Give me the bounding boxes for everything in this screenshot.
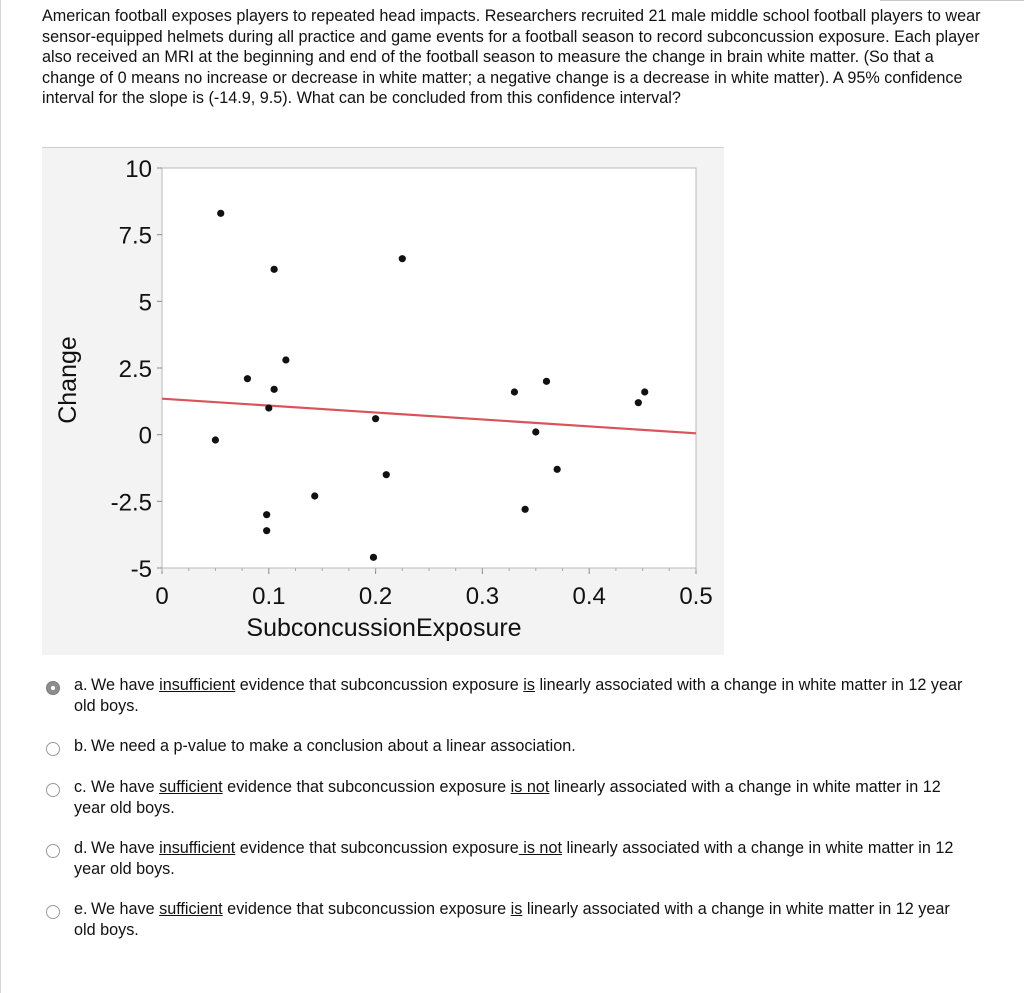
x-tick-label: 0.3 (465, 583, 500, 610)
radio-button-a[interactable] (46, 681, 60, 695)
data-point (271, 266, 278, 273)
scatter-chart-svg (42, 148, 724, 655)
data-point (263, 511, 270, 518)
radio-button-d[interactable] (46, 844, 60, 858)
radio-button-b[interactable] (46, 742, 60, 756)
y-tick-label: -5 (130, 556, 152, 583)
frame-left-border (0, 0, 1, 993)
data-point (641, 388, 648, 395)
radio-button-c[interactable] (46, 783, 60, 797)
x-tick-label: 0.2 (358, 583, 393, 610)
option-d-text: d. We have insufficient evidence that subconcussion exposure is not linearly associated with a change in white matter in 12 year old boys. (74, 839, 954, 878)
y-tick-label: 7.5 (118, 222, 152, 250)
plot-area (162, 168, 696, 568)
radio-button-e[interactable] (46, 905, 60, 919)
option-e-text: e. We have sufficient evidence that subconcussion exposure is linearly associated with a change in white matter in 12 year old boys. (74, 900, 950, 939)
data-point (271, 386, 278, 393)
option-b-letter: b. (74, 737, 88, 755)
y-tick-label: 5 (138, 289, 152, 317)
option-d-letter: d. (74, 839, 88, 857)
data-point (511, 388, 518, 395)
data-point (370, 554, 377, 561)
data-point (383, 471, 390, 478)
option-c-text: c. We have sufficient evidence that subconcussion exposure is not linearly associated with a change in white matter in 12 year old boys. (74, 778, 941, 817)
option-e-letter: e. (74, 900, 88, 918)
data-point (532, 428, 539, 435)
option-c-letter: c. (74, 778, 87, 796)
scatter-chart (42, 147, 724, 655)
x-axis-title: SubconcussionExposure (246, 614, 522, 642)
question-text: American football exposes players to repeated head impacts. Researchers recruited 21 male middle school football players to wear sensor-equipped helmets during all practice and game events for a football season to record subconcussion exposure. Each player also received an MRI at the beginning and end of the football season to measure the change in brain white matter. (So that a change of 0 means no increase or decrease in white matter; a negative change is a decrease in white matter). A 95% confidence interval for the slope is (-14.9, 9.5). What can be concluded from this confidence interval? (42, 7, 981, 108)
x-tick-label: 0.4 (572, 583, 606, 610)
data-point (635, 399, 642, 406)
y-axis-title: Change (54, 336, 82, 424)
data-point (554, 466, 561, 473)
data-point (244, 375, 251, 382)
x-tick-label: 0 (155, 583, 169, 610)
data-point (522, 506, 529, 513)
y-tick-label: 0 (138, 422, 152, 450)
data-point (263, 527, 270, 534)
data-point (372, 415, 379, 422)
data-point (265, 404, 272, 411)
y-tick-label: 10 (125, 156, 152, 183)
data-point (217, 210, 224, 217)
data-point (212, 436, 219, 443)
x-tick-label: 0.1 (252, 583, 286, 610)
y-tick-label: 2.5 (118, 356, 152, 383)
option-a-letter: a. (74, 676, 88, 694)
y-tick-label: -2.5 (110, 489, 152, 517)
data-point (399, 255, 406, 262)
option-a-text: a. We have insufficient evidence that subconcussion exposure is linearly associated with a change in white matter in 12 year old boys. (74, 676, 963, 715)
data-point (311, 492, 318, 499)
frame-top-border (880, 0, 1024, 1)
data-point (543, 378, 550, 385)
x-tick-label: 0.5 (679, 583, 713, 610)
option-b-text: b. We need a p-value to make a conclusion about a linear association. (74, 737, 576, 755)
data-point (282, 356, 289, 363)
